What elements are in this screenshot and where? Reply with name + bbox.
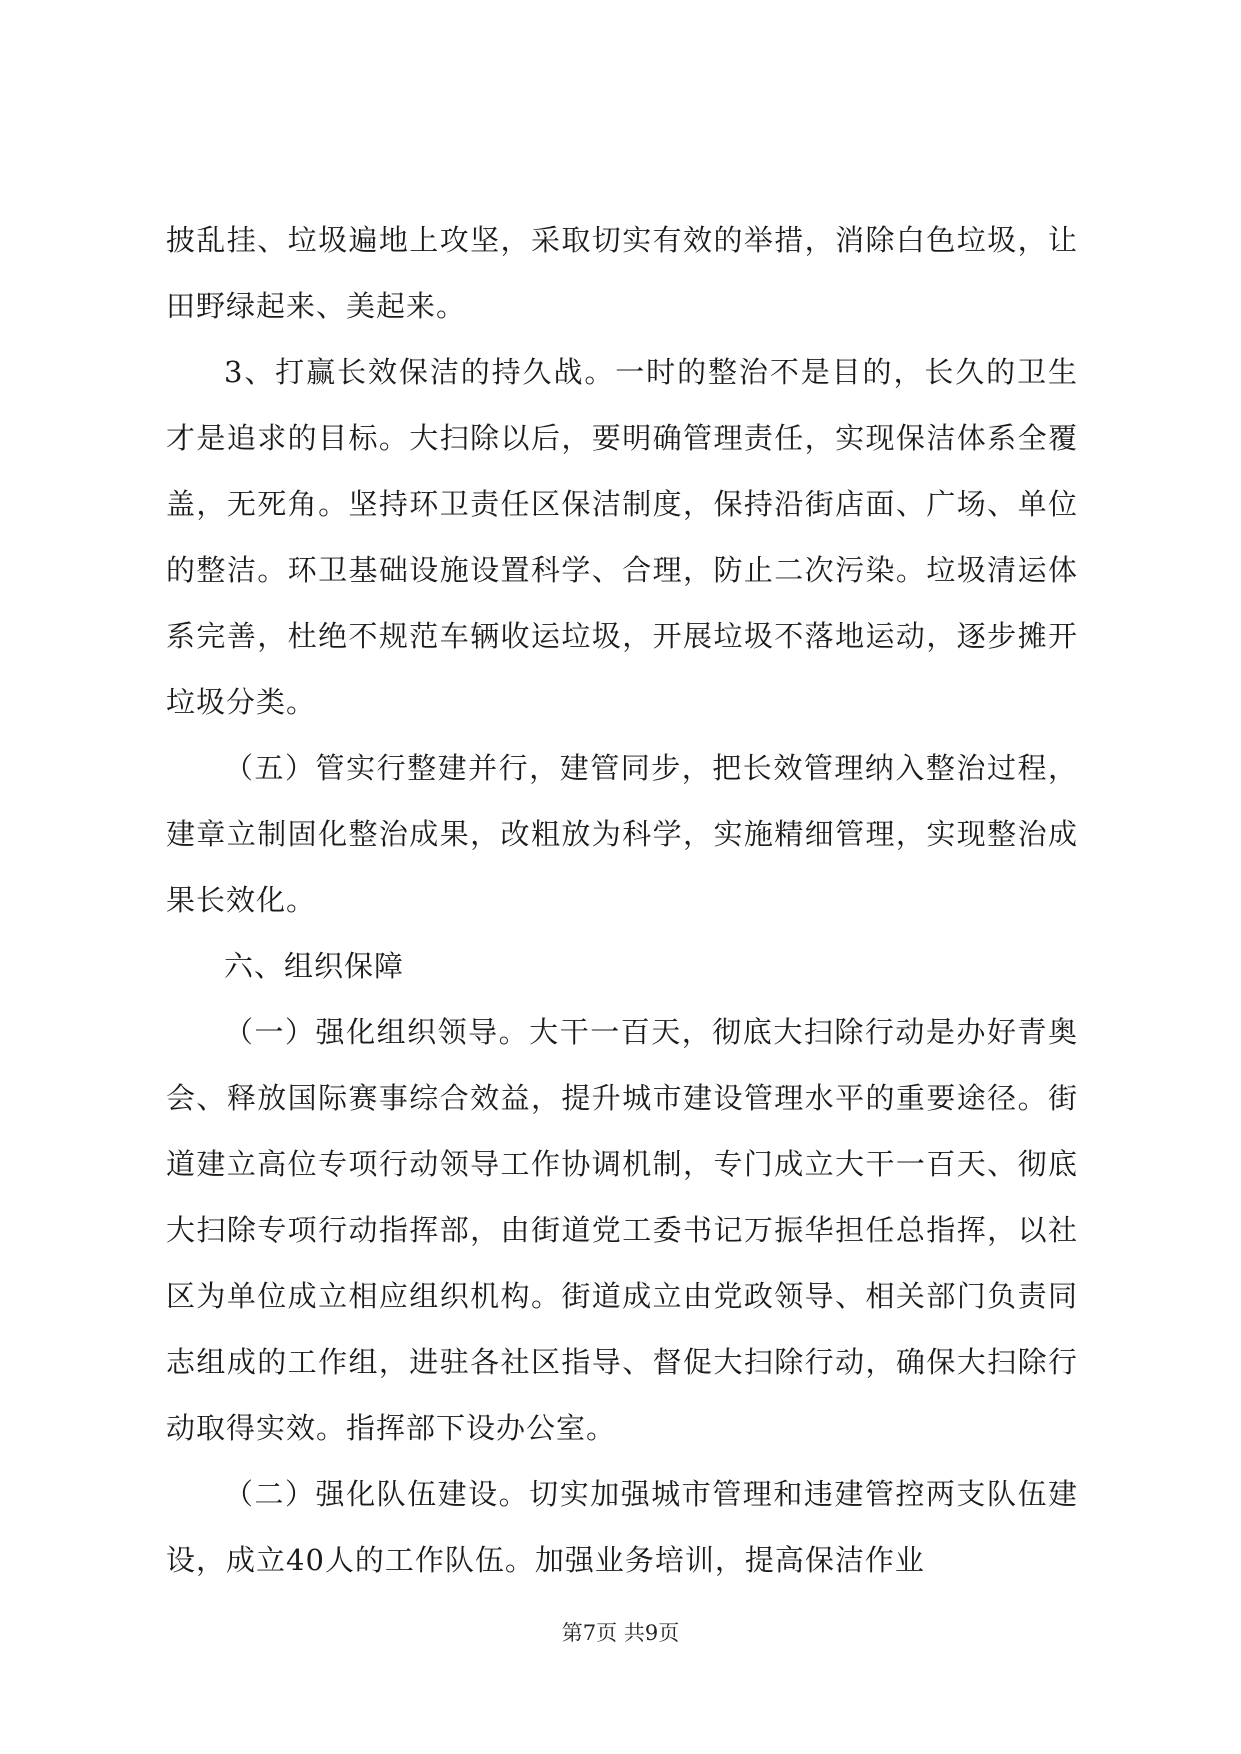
document-body: [166, 207, 1078, 1593]
section-heading: 六、组织保障: [224, 949, 405, 983]
paragraph-5: （一）强化组织领导。大干一百天，彻底大扫除行动是办好青奥会、释放国际赛事综合效益，提升城市建设管理水平的重要途径。街道建立高位专项行动领导工作协调机制，专门成立大干一百天、彻底大扫除专项行动指挥部，由街道党工委书记万振华担任总指挥，以社区为单位成立相应组织机构。街道成立由党政领导、相关部门负责同志组成的工作组，进驻各社区指导、督促大扫除行动，确保大扫除行动取得实效。指挥部下设办公室。: [166, 1015, 1078, 1445]
page-number-label: 第7页 共9页: [561, 1621, 680, 1645]
page-footer: [0, 1618, 1241, 1648]
paragraph-2: 3、打赢长效保洁的持久战。一时的整治不是目的，长久的卫生才是追求的目标。大扫除以后，要明确管理责任，实现保洁体系全覆盖，无死角。坚持环卫责任区保洁制度，保持沿街店面、广场、单位的整洁。环卫基础设施设置科学、合理，防止二次污染。垃圾清运体系完善，杜绝不规范车辆收运垃圾，开展垃圾不落地运动，逐步摊开垃圾分类。: [166, 355, 1078, 719]
paragraph-3: （五）管实行整建并行，建管同步，把长效管理纳入整治过程，建章立制固化整治成果，改粗放为科学，实施精细管理，实现整治成果长效化。: [166, 751, 1078, 917]
paragraph-1: 披乱挂、垃圾遍地上攻坚，采取切实有效的举措，消除白色垃圾，让田野绿起来、美起来。: [166, 223, 1078, 323]
paragraph-6: （二）强化队伍建设。切实加强城市管理和违建管控两支队伍建设，成立40人的工作队伍。加强业务培训，提高保洁作业: [166, 1477, 1078, 1577]
